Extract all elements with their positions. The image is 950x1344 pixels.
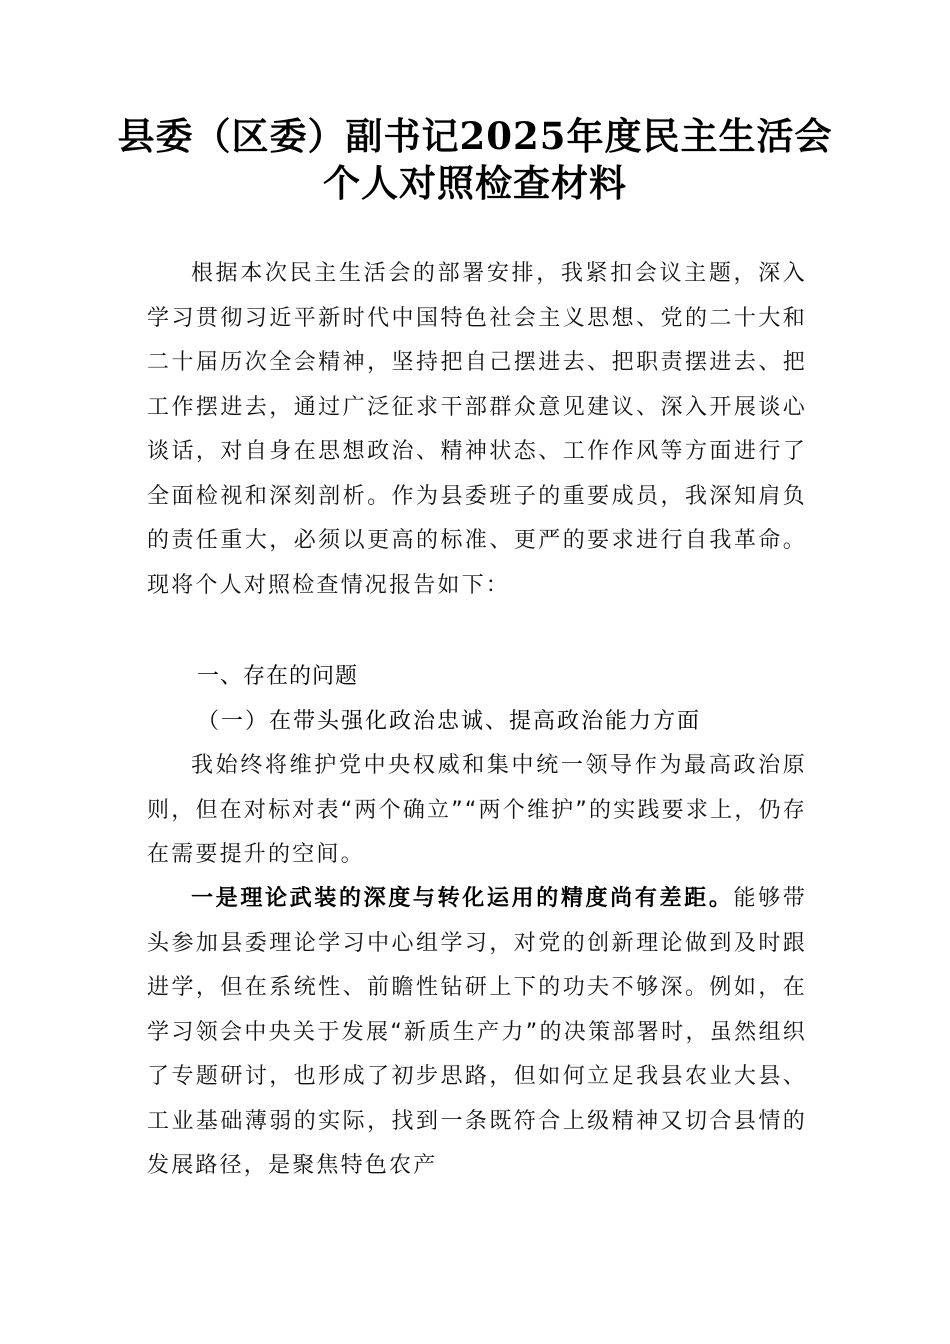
document-title-line-1: 县委（区委）副书记2025年度民主生活会 bbox=[117, 114, 833, 158]
point-body-text: 能够带头参加县委理论学习中心组学习，对党的创新理论做到及时跟进学，但在系统性、前瞻性钻研上下的功夫不够深。例如，在学习领会中央关于发展“新质生产力”的决策部署时，虽然组织了专题研讨，也形成了初步思路，但如何立足我县农业大县、工业基础薄弱的实际，找到一条既符合上级精神又切合县情的发展路径，是聚焦特色农产 bbox=[147, 886, 808, 1178]
point-lead-sentence: 一是理论武装的深度与转化运用的精度尚有差距。 bbox=[191, 886, 734, 911]
document-title-line-2: 个人对照检查材料 bbox=[323, 161, 627, 205]
point-paragraph bbox=[147, 877, 807, 1189]
intro-paragraph: 根据本次民主生活会的部署安排，我紧扣会议主题，深入学习贯彻习近平新时代中国特色社会主义思想、党的二十大和二十届历次全会精神，坚持把自己摆进去、把职责摆进去、把工作摆进去，通过广泛征求干部群众意见建议、深入开展谈心谈话，对自身在思想政治、精神状态、工作作风等方面进行了全面检视和深刻剖析。作为县委班子的重要成员，我深知肩负的责任重大，必须以更高的标准、更严的要求进行自我革命。现将个人对照检查情况报告如下： bbox=[147, 261, 807, 598]
subsection-heading: （一）在带头强化政治忠诚、提高政治能力方面 bbox=[197, 709, 702, 734]
section-heading: 一、存在的问题 bbox=[197, 664, 359, 689]
subsection-paragraph: 我始终将维护党中央权威和集中统一领导作为最高政治原则，但在对标对表“两个确立”“两个维护”的实践要求上，仍存在需要提升的空间。 bbox=[147, 753, 807, 867]
